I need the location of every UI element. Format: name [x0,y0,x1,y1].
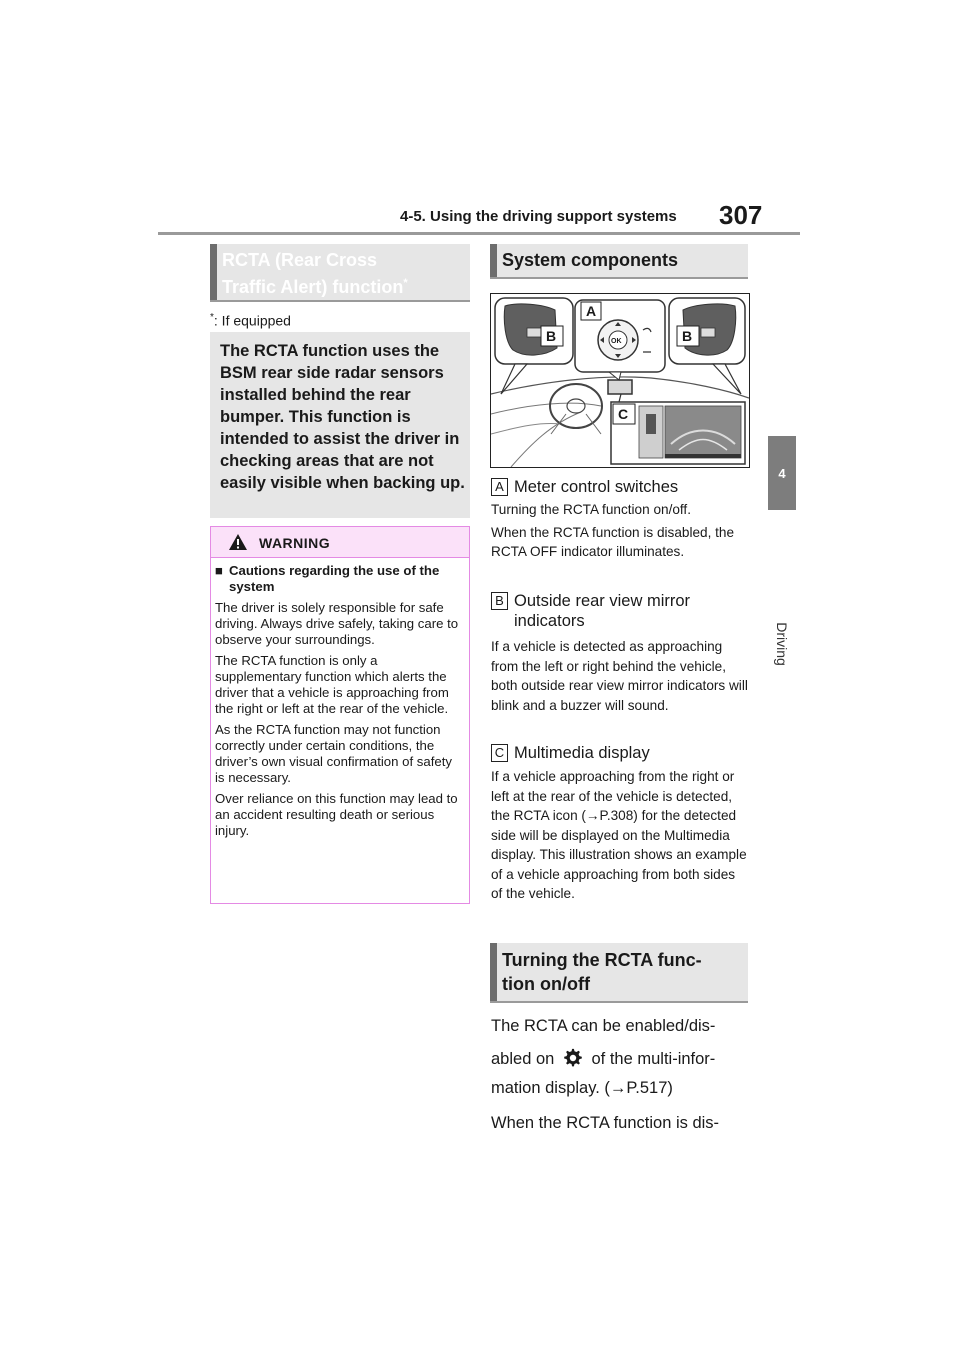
onoff-heading [490,943,748,1003]
category-marker: ■ [215,563,223,578]
diagram-label-c: C [618,406,629,422]
letter-badge-a: A [491,478,508,496]
cockpit-drawing [491,294,749,467]
diagram-label-a: A [586,303,597,319]
component-item-b [491,591,749,631]
intro-box [210,332,470,518]
warning-paragraph: As the RCTA function may not function correctly under certain conditions, the driver’s own visual confirmation of safety is necessary. [215,722,452,785]
component-b-label: Outside rear view mirror indicators [514,592,691,630]
component-c-description [491,767,749,907]
page-number: 307 [719,200,763,230]
onoff-body [491,1012,751,1138]
heading-accent-bar [210,244,217,300]
component-a-label: Meter control switches [514,478,679,496]
heading-footnote-mark: * [403,277,408,289]
onoff-heading-line1: Turning the RCTA func- [502,950,702,970]
category-text: Cautions regarding the use of the system [229,563,440,594]
chapter-tab [768,436,796,510]
rcta-heading [210,244,470,302]
onoff-line: mation display. (→P.517) [491,1079,673,1097]
onoff-text-after-icon: of the multi-infor- [591,1050,716,1068]
description-paragraph: If a vehicle is detected as approaching from the left or right behind the vehicle, both outside rear view mirror indicators will blink and a buzzer will sound. [491,639,748,713]
warning-title: WARNING [259,535,331,551]
component-b-description [491,637,749,718]
component-c-label: Multimedia display [514,744,650,762]
footnote-text: : If equipped [213,312,291,329]
warning-triangle-icon [228,533,248,551]
description-paragraph: Turning the RCTA function on/off. [491,502,691,517]
component-item-c [491,743,650,763]
intro-text: The RCTA function uses the BSM rear side radar sensors installed behind the rear bumper. This function is intended to assist the driver in checking areas that are not easily visible when backing up. [220,342,465,492]
system-components-illustration [490,293,750,468]
onoff-line: When the RCTA function is dis- [491,1114,720,1132]
onoff-line-with-icon [491,1045,751,1074]
onoff-line: The RCTA can be enabled/dis- [491,1017,716,1035]
component-a-description [491,500,749,565]
heading-accent-bar [490,244,497,277]
onoff-text-before-icon: abled on [491,1050,555,1068]
header-divider [158,232,800,235]
warning-body [215,563,465,844]
diagram-ok-label: OK [611,338,622,345]
description-paragraph: When the RCTA function is disabled, the RCTA OFF indicator illuminates. [491,524,735,559]
warning-paragraph: Over reliance on this function may lead to an accident resulting death or serious injury. [215,791,458,838]
footnote [210,312,291,329]
letter-badge-c: C [491,744,508,762]
chapter-number: 4 [778,465,786,481]
component-item-a [491,477,678,497]
footnote-mark: * [210,312,214,323]
warning-paragraph: The RCTA function is only a supplementary function which alerts the driver that a vehicle is approaching from the right or left at the rear of the vehicle. [215,653,449,716]
heading-accent-bar [490,943,497,1001]
warning-header [211,527,469,558]
warning-category [215,563,465,595]
warning-box [210,526,470,904]
rcta-heading-line2: Traffic Alert) function [222,277,404,297]
letter-badge-b: B [491,592,508,610]
warning-paragraph: The driver is solely responsible for safe driving. Always drive safely, taking care to observe your surroundings. [215,600,459,647]
rcta-heading-line1: RCTA (Rear Cross [222,250,378,270]
description-paragraph: If a vehicle approaching from the right or left at the rear of the vehicle is detected, the RCTA icon (→P.308) for the detected side will be displayed on the Multimedia display. This illustration shows an example of a vehicle approaching from both sides of the vehicle. [491,769,747,901]
diagram-label-b-left: B [546,328,557,344]
section-title: 4-5. Using the driving support systems [400,208,677,225]
onoff-heading-line2: tion on/off [502,974,590,994]
chapter-label-container [764,614,800,674]
gear-icon [562,1047,584,1069]
chapter-label: Driving [774,622,790,666]
components-heading [490,244,748,279]
components-heading-text: System components [502,250,679,270]
diagram-label-b-right: B [682,328,693,344]
